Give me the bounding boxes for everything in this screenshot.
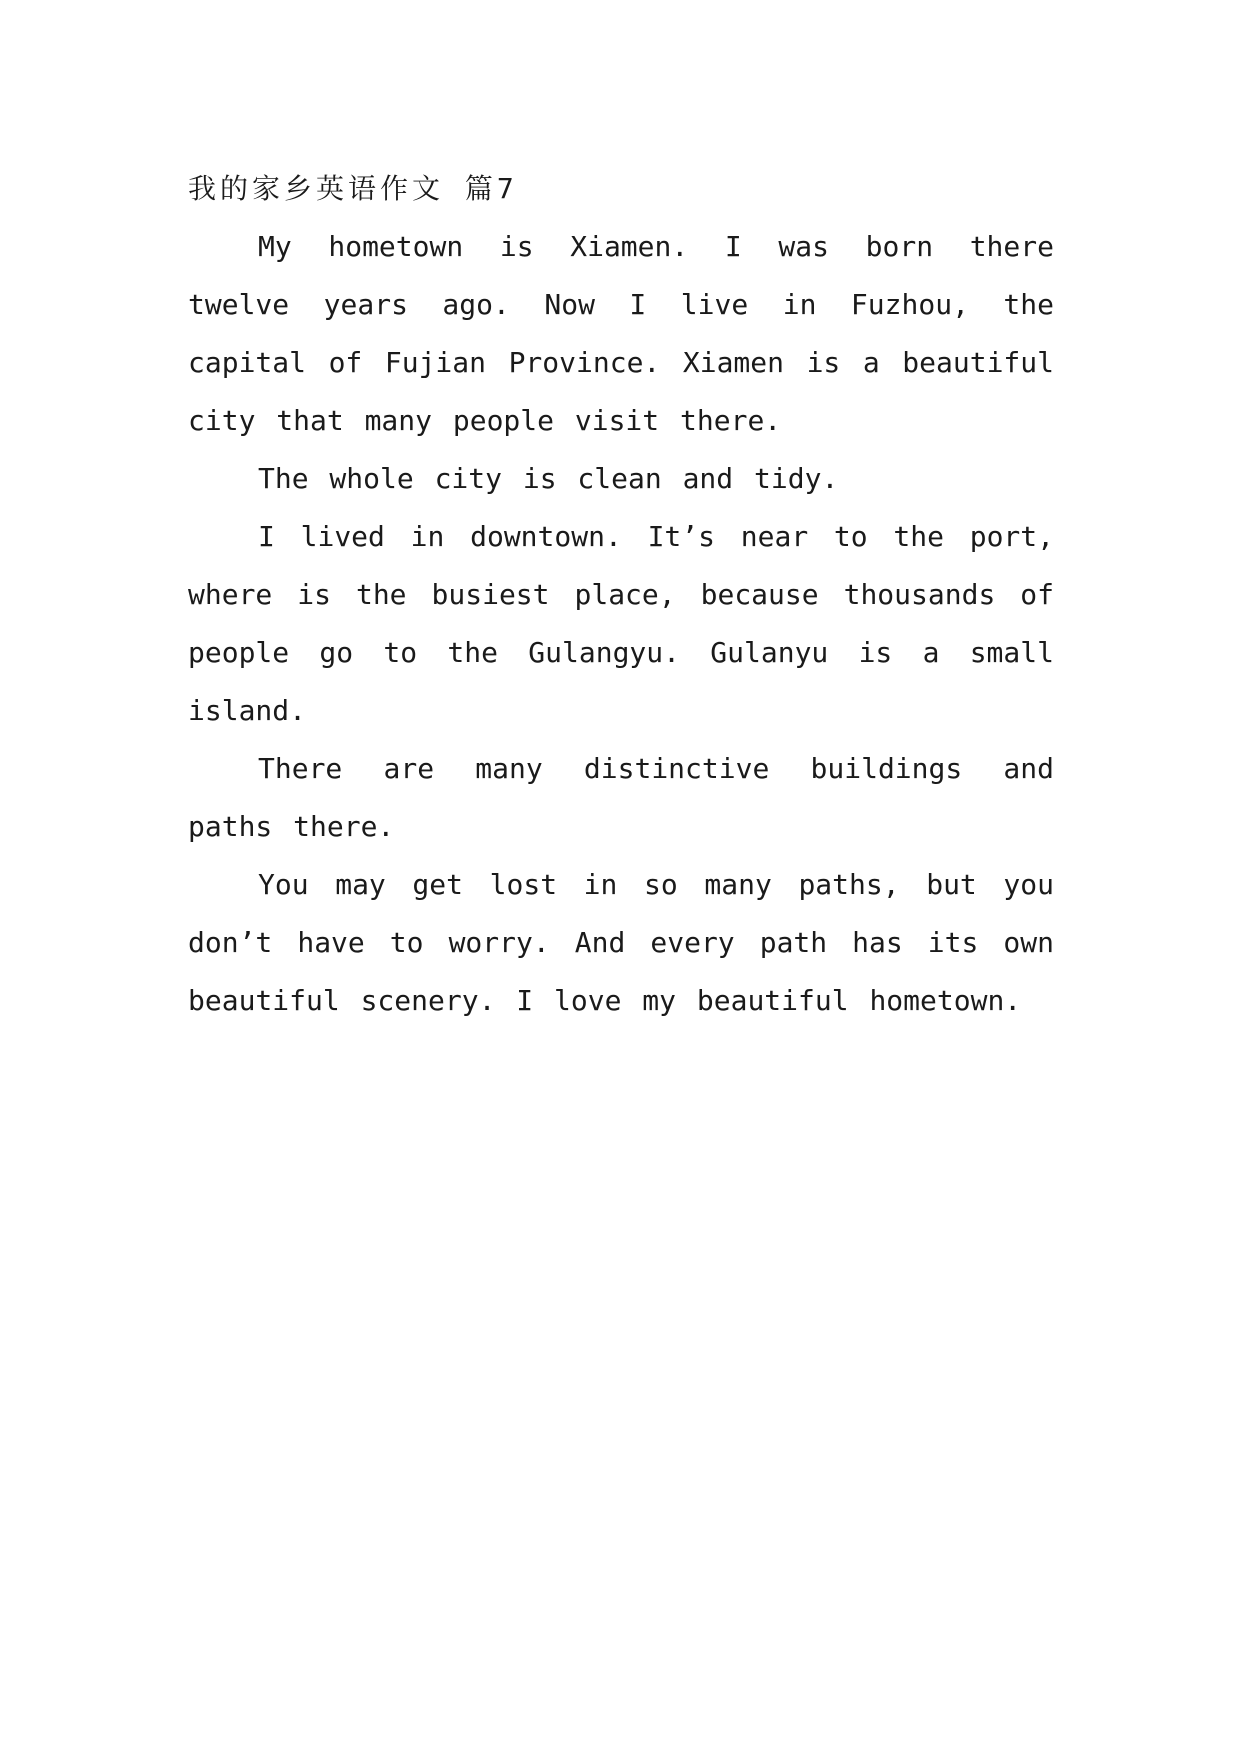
paragraph-4: There are many distinctive buildings and paths there. — [188, 752, 1054, 843]
paragraph-5: You may get lost in so many paths, but you don’t have to worry. And every path has its own beautiful scenery. I love my beautiful hometown. — [188, 868, 1054, 1017]
document-body — [188, 160, 1054, 1030]
paragraph-3: I lived in downtown. It’s near to the port, where is the busiest place, because thousands of people go to the Gulangyu. Gulanyu is a small island. — [188, 520, 1054, 727]
paragraph-1: My hometown is Xiamen. I was born there twelve years ago. Now I live in Fuzhou, the capital of Fujian Province. Xiamen is a beautiful city that many people visit there. — [188, 230, 1054, 437]
paragraph-2: The whole city is clean and tidy. — [258, 462, 839, 495]
document-title: 我的家乡英语作文 篇7 — [188, 172, 518, 205]
